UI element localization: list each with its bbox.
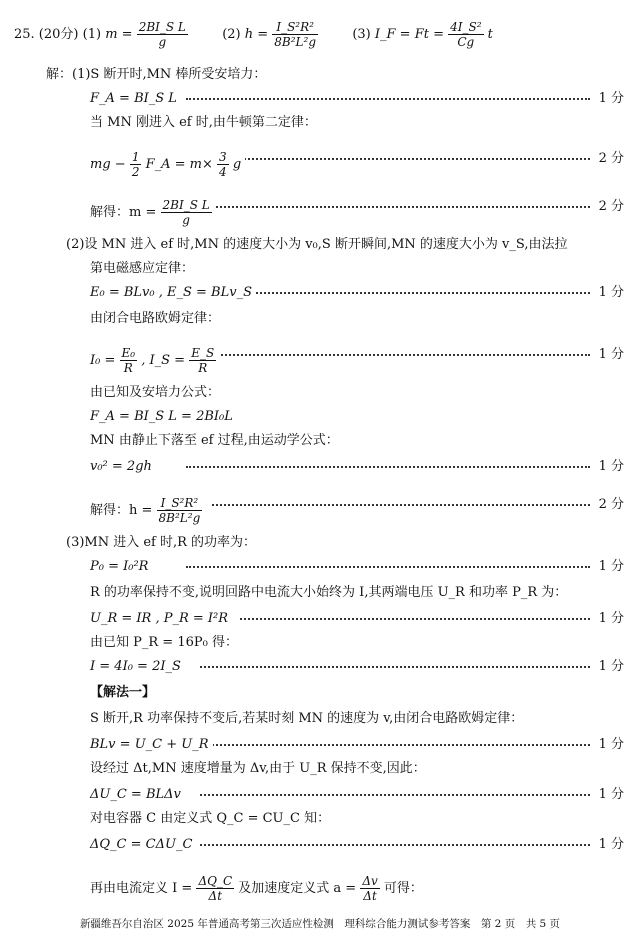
equation-row: ΔQ_C = CΔU_C 1 分 — [90, 837, 624, 852]
leader-dots — [212, 504, 590, 506]
fraction: $\frac{\Delta v}{\Delta t}$ — [362, 874, 378, 903]
fraction: $\frac{\text{2BI\_S L}}{g}$ — [162, 198, 210, 227]
equation-line: F_A = BI_S L = 2BI₀L — [90, 409, 233, 424]
leader-dots — [220, 292, 590, 294]
leader-dots — [198, 354, 590, 356]
fraction: $\frac{E\_S}{R}$ — [191, 346, 215, 375]
answer-2-fraction: $\frac{\text{I\_S²R²}}{\text{8B²L²g}}$ — [274, 20, 317, 49]
solution-intro: 解：(1)S 断开时,MN 棒所受安培力： — [46, 67, 267, 82]
leader-dots — [200, 844, 590, 846]
text-line: 由已知 P_R = 16P₀ 得： — [90, 635, 238, 650]
text-line: 再由电流定义 I = $\frac{\Delta Q\_C}{\Delta t}$ 及加速度定义式 a = $\frac{\Delta v}{\Delta t}$ 可得： — [90, 874, 423, 903]
score: 2 分 — [595, 198, 624, 216]
score: 2 分 — [595, 150, 624, 168]
text-line: (2)设 MN 进入 ef 时,MN 的速度大小为 v₀,S 断开瞬间,MN 的速度大小为 v_S,由法拉 — [66, 237, 568, 252]
fraction: $\frac{3}{4}$ — [219, 150, 227, 179]
leader-dots — [208, 744, 590, 746]
equation-row: I₀ = $\frac{\text{E₀}}{R}$ , I_S = $\frac{E\_S}{R}$ 1 分 — [90, 346, 624, 375]
leader-dots — [240, 618, 590, 620]
score: 1 分 — [595, 284, 624, 302]
question-number: 25. (20分) — [14, 27, 79, 42]
fraction: $\frac{\text{E₀}}{R}$ — [121, 346, 136, 375]
equation-row: E₀ = BLv₀ , E_S = BLv_S 1 分 — [90, 285, 624, 300]
fraction: $\frac{\text{I\_S²R²}}{\text{8B²L²g}}$ — [158, 496, 201, 525]
score: 1 分 — [595, 736, 624, 754]
fraction: $\frac{1}{2}$ — [131, 150, 140, 179]
answer-1-fraction: $\frac{\text{2BI\_S L}}{g}$ — [138, 20, 186, 49]
score: 1 分 — [595, 90, 624, 108]
leader-dots — [200, 666, 590, 668]
score: 1 分 — [595, 558, 624, 576]
score: 1 分 — [595, 658, 624, 676]
equation-row: mg − $\frac{1}{2}$ F_A = m× $\frac{3}{4}$ g 2 分 — [90, 150, 624, 179]
fraction: $\frac{\Delta Q\_C}{\Delta t}$ — [198, 874, 233, 903]
leader-dots — [220, 158, 590, 160]
leader-dots — [186, 98, 590, 100]
text-line: 由闭合电路欧姆定律： — [90, 311, 221, 326]
score: 1 分 — [595, 458, 624, 476]
score: 1 分 — [595, 836, 624, 854]
equation-row: I = 4I₀ = 2I_S 1 分 — [90, 659, 624, 674]
equation-row: ΔU_C = BLΔv 1 分 — [90, 787, 624, 802]
score: 1 分 — [595, 610, 624, 628]
leader-dots — [200, 794, 590, 796]
leader-dots — [186, 566, 590, 568]
text-line: R 的功率保持不变,说明回路中电流大小始终为 I,其两端电压 U_R 和功率 P_R 为： — [90, 585, 568, 600]
equation-row: BLv = U_C + U_R 1 分 — [90, 737, 624, 752]
method-heading: 【解法一】 — [90, 685, 156, 700]
equation-row: v₀² = 2gh 1 分 — [90, 459, 624, 474]
answer-3-fraction: $\frac{\text{4I\_S²}}{Cg}$ — [450, 20, 482, 49]
page-footer: 新疆维吾尔自治区 2025 年普通高考第三次适应性检测 理科综合能力测试参考答案 第 2 页 共 5 页 — [79, 918, 561, 930]
text-line: 由已知及安培力公式： — [90, 385, 221, 400]
text-line: MN 由静止下落至 ef 过程,由运动学公式： — [90, 433, 339, 448]
question-header: 25. (20分) (1) m = $\frac{\text{2BI\_S L}}{g}$ (2) h = $\frac{\text{I\_S²R²}}{\text{8B²L²g}}$ (3) I_F = Ft = $\frac{\text{4I\_S²}}{Cg}$ t — [14, 20, 493, 49]
text-line: 对电容器 C 由定义式 Q_C = CU_C 知： — [90, 811, 331, 826]
text-line: (3)MN 进入 ef 时,R 的功率为： — [66, 535, 257, 550]
equation-row: P₀ = I₀²R 1 分 — [90, 559, 624, 574]
score: 1 分 — [595, 786, 624, 804]
score: 1 分 — [595, 346, 624, 364]
text-line: 当 MN 刚进入 ef 时,由牛顿第二定律： — [90, 115, 317, 130]
score: 2 分 — [595, 496, 624, 514]
equation-row: F_A = BI_S L 1 分 — [90, 91, 624, 106]
text-line: S 断开,R 功率保持不变后,若某时刻 MN 的速度为 v,由闭合电路欧姆定律： — [90, 711, 524, 726]
equation-row: 解得：m = $\frac{\text{2BI\_S L}}{g}$ 2 分 — [90, 198, 624, 227]
equation-row: U_R = IR , P_R = I²R 1 分 — [90, 611, 624, 626]
leader-dots — [200, 206, 590, 208]
text-line: 设经过 Δt,MN 速度增量为 Δv,由于 U_R 保持不变,因此： — [90, 761, 426, 776]
leader-dots — [186, 466, 590, 468]
equation-row: 解得：h = $\frac{\text{I\_S²R²}}{\text{8B²L²g}}$ 2 分 — [90, 496, 624, 525]
text-line: 第电磁感应定律： — [90, 261, 195, 276]
